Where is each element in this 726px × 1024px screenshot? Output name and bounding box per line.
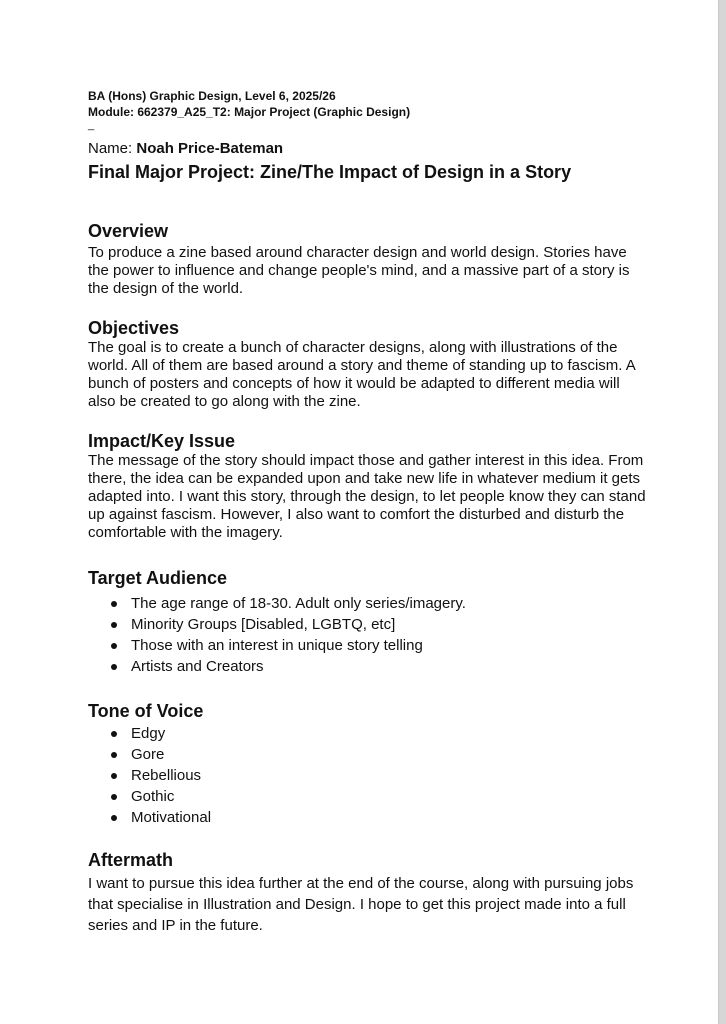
audience-list (88, 593, 648, 677)
list-item: Gothic (88, 786, 648, 807)
objectives-heading: Objectives (88, 318, 180, 338)
list-item: Gore (88, 744, 648, 765)
impact-heading: Impact/Key Issue (88, 431, 236, 451)
student-name (88, 140, 648, 158)
course-line: BA (Hons) Graphic Design, Level 6, 2025/26 (88, 89, 336, 103)
list-item: Edgy (88, 723, 648, 744)
list-item: Rebellious (88, 765, 648, 786)
overview-heading: Overview (88, 221, 169, 241)
aftermath-heading: Aftermath (88, 850, 174, 870)
list-item: Artists and Creators (88, 656, 648, 677)
tone-list (88, 723, 648, 828)
page-edge (718, 0, 726, 1024)
overview-text: To produce a zine based around character design and world design. Stories have the power to influence and change people's mind, and a massive part of a story is the design of the world. (88, 244, 630, 297)
project-title: Final Major Project: Zine/The Impact of Design in a Story (88, 162, 572, 182)
list-item: Minority Groups [Disabled, LGBTQ, etc] (88, 614, 648, 635)
audience-heading: Target Audience (88, 568, 228, 588)
impact-text: The message of the story should impact those and gather interest in this idea. From there, the idea can be expanded upon and take new life in whatever medium it gets adapted into. I want this story, through the design, to let people know they can stand up against fascism. However, I also want to comfort the disturbed and disturb the comfortable with the imagery. (88, 452, 646, 541)
name-value: Noah Price-Bateman (136, 140, 284, 157)
name-label: Name: (88, 140, 133, 157)
separator-dash: _ (88, 119, 95, 131)
objectives-text: The goal is to create a bunch of character designs, along with illustrations of the world. All of them are based around a story and theme of standing up to fascism. A bunch of posters and concepts of how it would be adapted to different media will also be created to go along with the zine. (88, 339, 635, 410)
list-item: The age range of 18-30. Adult only series/imagery. (88, 593, 648, 614)
document-page (88, 88, 648, 936)
list-item: Those with an interest in unique story telling (88, 635, 648, 656)
list-item: Motivational (88, 807, 648, 828)
tone-heading: Tone of Voice (88, 701, 204, 721)
module-line: Module: 662379_A25_T2: Major Project (Graphic Design) (88, 105, 411, 119)
aftermath-text: I want to pursue this idea further at the end of the course, along with pursuing jobs that specialise in Illustration and Design. I hope to get this project made into a full series and IP in the future. (88, 875, 634, 934)
